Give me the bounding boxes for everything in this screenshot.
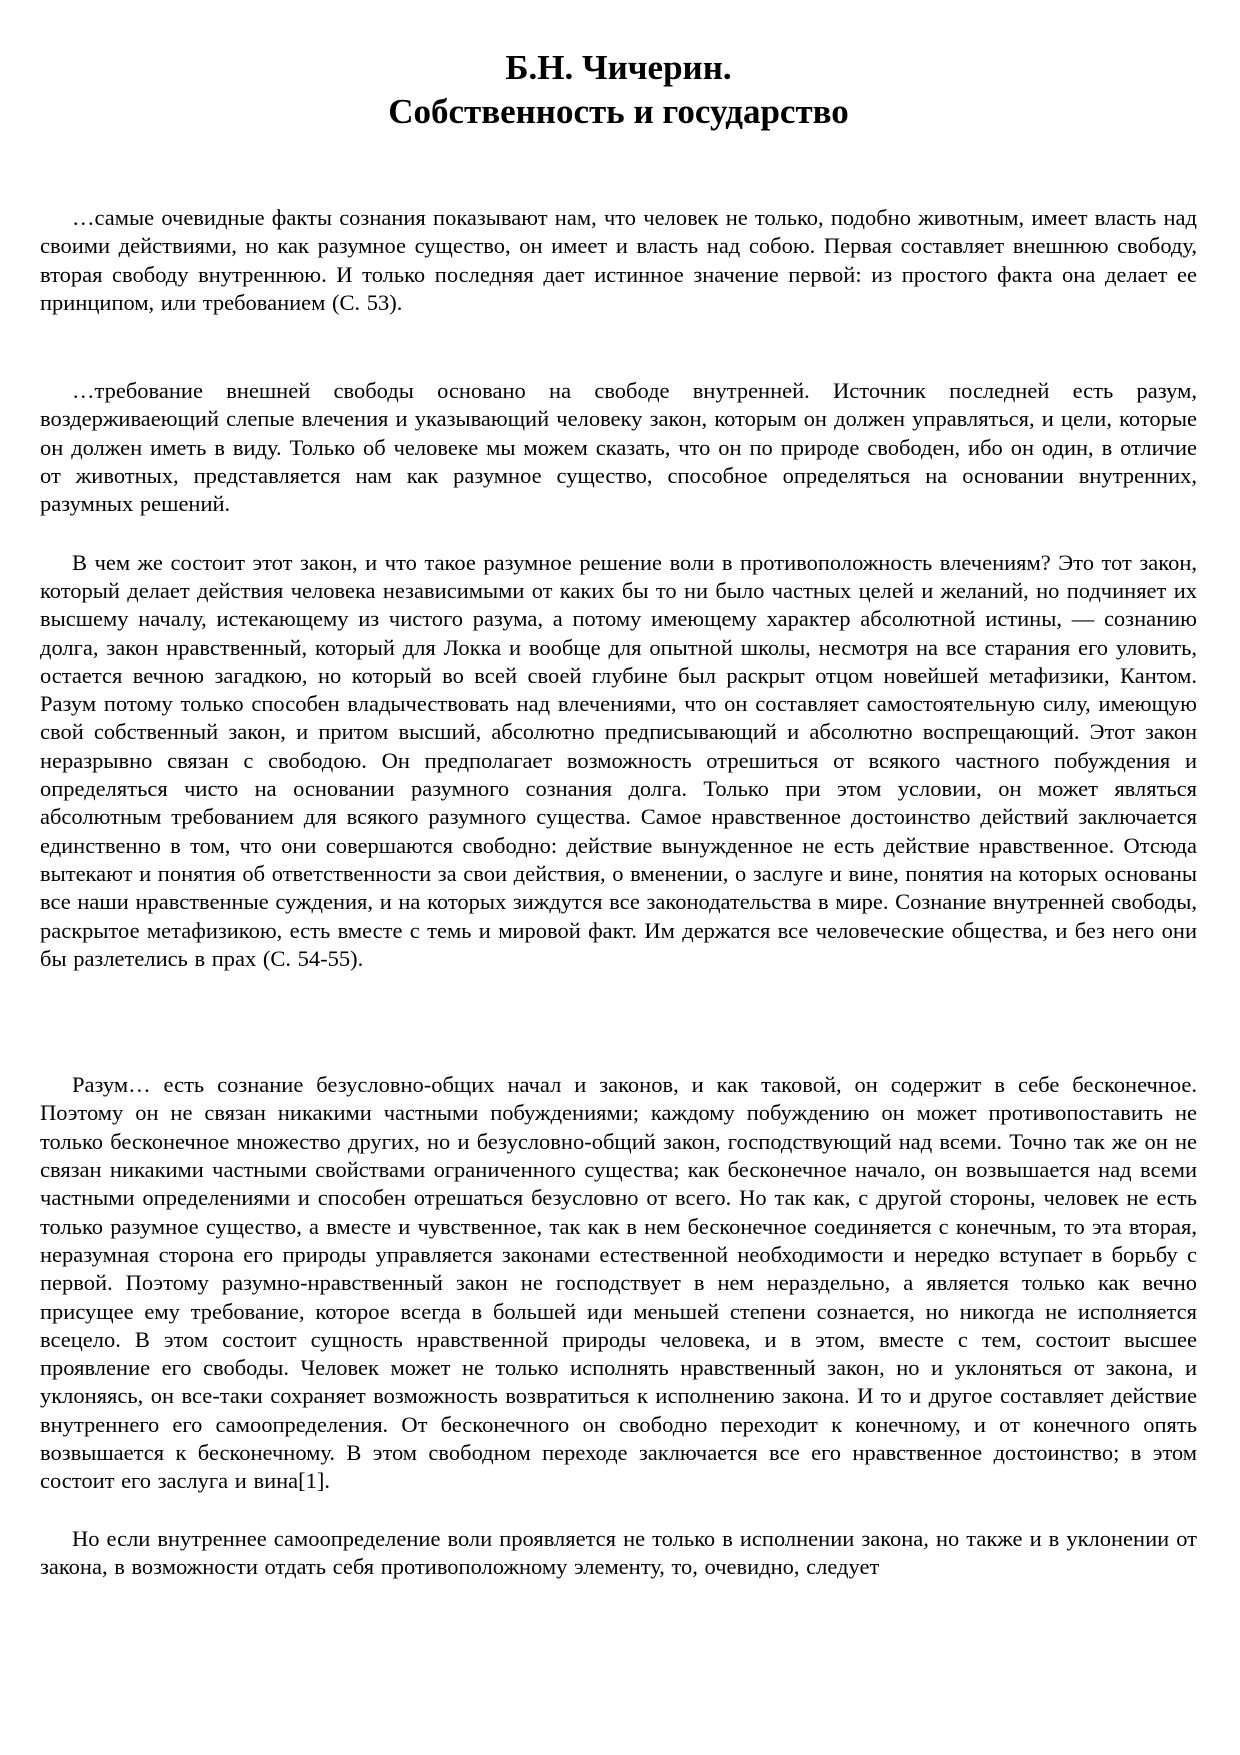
paragraph-2: …требование внешней свободы основано на свободе внутренней. Источник последней есть разум, воздерживаеющий слепые влечения и указывающий человеку закон, которым он должен управляться, и цели, которые он должен иметь в виду. Только об человеке мы можем сказать, что он по природе свободен, ибо он один, в отличие от животных, представляется нам как разумное существо, способное определяться на основании внутренних, разумных решений. [40,378,1197,517]
title-work: Собственность и государство [388,92,849,131]
paragraph-5: Но если внутреннее самоопределение воли проявляется не только в исполнении закона, но также и в уклонении от закона, в возможности отдать себя противоположному элементу, то, очевидно, следует [40,1525,1197,1579]
document-title [40,46,1197,134]
paragraph-3: В чем же состоит этот закон, и что такое разумное решение воли в противоположность влечениям? Это тот закон, который делает действия человека независимыми от каких бы то ни было частных целей и желаний, но подчиняет их высшему началу, истекающему из чистого разума, а потому имеющему характер абсолютной истины, — сознанию долга, закон нравственный, который для Локка и вообще для опытной школы, несмотря на все старания его уловить, остается вечною загадкою, но который во всей своей глубине был раскрыт отцом новейшей метафизики, Кантом. Разум потому только способен владычествовать над влечениями, что он составляет самостоятельную силу, имеющую свой собственный закон, и притом высший, абсолютно предписывающий и абсолютно воспрещающий. Этот закон неразрывно связан с свободою. Он предполагает возможность отрешиться от всякого частного побуждения и определяться чисто на основании разумного сознания долга. Только при этом условии, он может являться абсолютным требованием для всякого разумного существа. Самое нравственное достоинство действий заключается единственно в том, что они совершаются свободно: действие вынужденное не есть действие нравственное. Отсюда вытекают и понятия об ответственности за свои действия, о вменении, о заслуге и вине, понятия на которых основаны все наши нравственные суждения, и на которых зиждутся все законодательства в мире. Сознание внутренней свободы, раскрытое метафизикою, есть вместе с темь и мировой факт. Им держатся все человеческие общества, и без него они бы разлетелись в прах (С. 54-55). [40,549,1197,971]
document-body [40,204,1197,1581]
paragraph-4: Разум… есть сознание безусловно-общих начал и законов, и как таковой, он содержит в себе бесконечное. Поэтому он не связан никакими частными побуждениями; каждому побуждению он может противопоставить не только бесконечное множество других, но и безусловно-общий закон, господствующий над всеми. Точно так же он не связан никакими частными свойствами ограниченного существа; как бесконечное начало, он возвышается над всеми частными определениями и способен отрешаться безусловно от всего. Но так как, с другой стороны, человек не есть только разумное существо, а вместе и чувственное, так как в нем бесконечное соединяется с конечным, то эта вторая, неразумная сторона его природы управляется законами естественной необходимости и нередко вступает в борьбу с первой. Поэтому разумно-нравственный закон не господствует в нем нераздельно, а является только как вечно присущее ему требование, которое всегда в большей иди меньшей степени сознается, но никогда не исполняется всецело. В этом состоит сущность нравственной природы человека, и в этом, вместе с тем, состоит высшее проявление его свободы. Человек может не только исполнять нравственный закон, но и уклоняться от закона, и уклоняясь, он все-таки сохраняет возможность возвратиться к исполнению закона. И то и другое составляет действие внутреннего его самоопределения. От бесконечного он свободно переходит к конечному, и от конечного опять возвышается к бесконечному. В этом свободном переходе заключается все его нравственное достоинство; в этом состоит его заслуга и вина[1]. [40,1072,1197,1494]
title-author: Б.Н. Чичерин. [505,48,732,87]
paragraph-1: …самые очевидные факты сознания показывают нам, что человек не только, подобно животным, имеет власть над своими действиями, но как разумное существо, он имеет и власть над собою. Первая составляет внешнюю свободу, вторая свободу внутреннюю. И только последняя дает истинное значение первой: из простого факта она делает ее принципом, или требованием (С. 53). [40,205,1197,315]
